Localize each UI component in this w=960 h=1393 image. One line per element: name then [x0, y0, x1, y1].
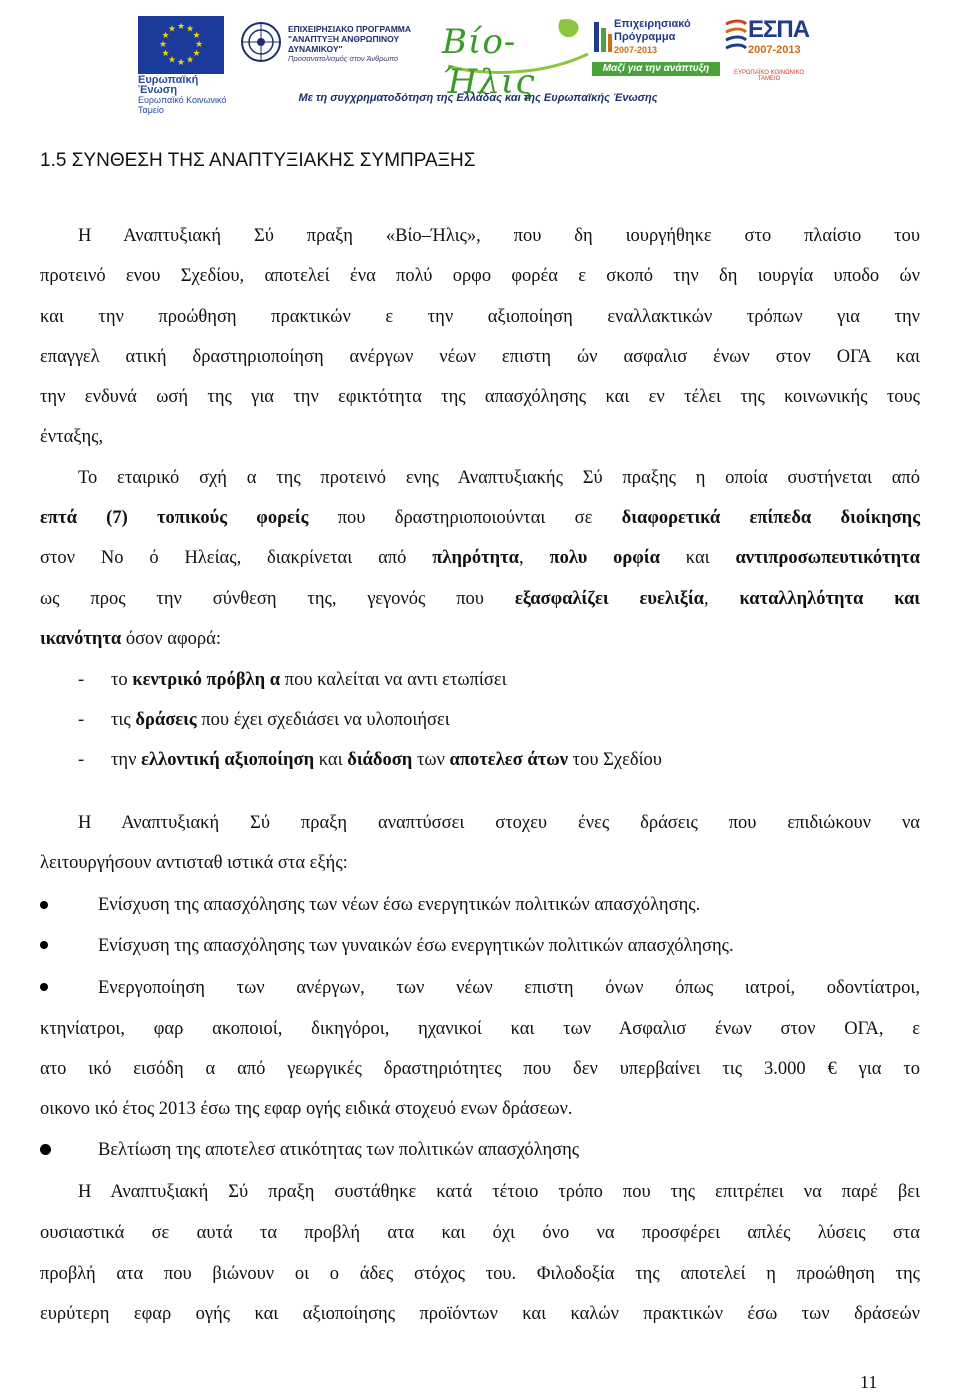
espa-wordmark: ΕΣΠΑ [748, 16, 810, 43]
svg-text:★: ★ [192, 31, 201, 41]
paragraph-4-line-4: ευρύτερη εφαρ ογής και αξιοποίησης προϊόντων και καλών πρακτικών έσω των δράσεών [40, 1304, 920, 1324]
paragraph-1-line-5: την ενδυνά ωσή της για την εφικτότητα της απασχόλησης και εν τέλει της κοινωνικής τους [40, 387, 920, 407]
dash-marker: - [78, 710, 85, 730]
bold-phrase: ικανότητα [40, 629, 122, 649]
paragraph-1-line-1: Η Αναπτυξιακή Σύ πραξη «Βίο–Ήλις», που δη ιουργήθηκε στο πλαίσιο του [78, 226, 920, 246]
program-emblem-icon [240, 20, 282, 66]
bold-phrase: πολυ ορφία [549, 548, 660, 568]
text-run: , [518, 548, 550, 568]
text-run: ως προς την σύνθεση της, γεγονός που [40, 589, 515, 609]
eu-caption-sub: Ευρωπαϊκό Κοινωνικό Ταμείο [138, 95, 227, 115]
text-run: και [314, 750, 348, 770]
paragraph-2-line-2 [40, 506, 920, 530]
svg-text:★: ★ [176, 58, 186, 68]
eu-caption-main: Ευρωπαϊκή Ένωση [138, 74, 199, 96]
svg-text:★: ★ [167, 55, 177, 66]
bullet-icon [40, 1144, 51, 1155]
paragraph-1-line-3: και την προώθηση πρακτικών ε την αξιοποίηση εναλλακτικών τρόπων για την [40, 307, 920, 327]
text-run: το [111, 670, 133, 690]
text-run: των [412, 750, 450, 770]
svg-text:★: ★ [167, 24, 177, 35]
dash-item-1 [78, 668, 920, 692]
program2-years: 2007-2013 [614, 45, 658, 55]
svg-text:★: ★ [185, 24, 195, 35]
program-line-3: Προσανατολισμός στον Άνθρωπο [288, 54, 399, 63]
paragraph-4-line-3: προβλή ατα που βιώνουν οι ο άδες στόχος του. Φιλοδοξία της αποτελεί η προώθηση της [40, 1264, 920, 1284]
bold-phrase: κεντρικό πρόβλη α [132, 670, 281, 690]
svg-text:★: ★ [176, 22, 186, 32]
program-line-1: ΕΠΙΧΕΙΡΗΣΙΑΚΟ ΠΡΟΓΡΑΜΜΑ [288, 24, 412, 34]
text-run: του Σχεδίου [568, 750, 662, 770]
text-run: τις [111, 710, 136, 730]
header-logos [0, 0, 960, 115]
bullet-item-3-line-2: κτηνίατροι, φαρ ακοποιοί, δικηγόροι, ηχανικοί και των Ασφαλισ ένων στον ΟΓΑ, ε [40, 1019, 920, 1039]
bold-phrase: διαφορετικά επίπεδα διοίκησης [621, 508, 920, 528]
text-run: την [111, 750, 142, 770]
operational-program-logo [240, 20, 440, 70]
bullet-item-2: Ενίσχυση της απασχόλησης των γυναικών έσω ενεργητικών πολιτικών απασχόλησης. [98, 936, 734, 956]
program2-line-2: Πρόγραμμα [614, 31, 676, 43]
paragraph-2-line-4 [40, 587, 920, 611]
paragraph-3-line-1: Η Αναπτυξιακή Σύ πραξη αναπτύσσει στοχευ ένες δράσεις που επιδιώκουν να [78, 813, 920, 833]
svg-text:★: ★ [161, 49, 170, 59]
svg-text:★: ★ [161, 31, 170, 41]
bullet-item-3-line-4: οικονο ικό έτος 2013 έσω της εφαρ ογής ειδικά στοχευό ενων δράσεων. [40, 1099, 573, 1119]
eu-flag-icon [138, 16, 224, 74]
eu-caption [138, 75, 238, 115]
text-run: και [659, 548, 736, 568]
bold-phrase: ελλοντική αξιοποίηση [141, 750, 315, 770]
espa-caption: ΕΥΡΩΠΑΪΚΟ ΚΟΙΝΩΝΙΚΟ ΤΑΜΕΙΟ [733, 70, 805, 82]
program-line-2: "ΑΝΑΠΤΥΞΗ ΑΝΘΡΩΠΙΝΟΥ ΔΥΝΑΜΙΚΟΥ" [288, 34, 400, 54]
paragraph-2-line-3 [40, 546, 920, 570]
bullet-item-4: Βελτίωση της αποτελεσ ατικότητας των πολιτικών απασχόλησης [98, 1140, 580, 1160]
bullet-item-3-line-3: ατο ικό εισόδη α από γεωργικές δραστηριότητες που δεν υπερβαίνει τις 3.000 € για το [40, 1059, 920, 1079]
paragraph-1-line-2: προτεινό ενου Σχεδίου, αποτελεί ένα πολύ ορφο φορέα ε σκοπό την δη ιουργία υποδο ών [40, 266, 920, 286]
bullet-icon [40, 941, 48, 949]
bio-ilis-logo [442, 14, 592, 102]
paragraph-4-line-2: ουσιαστικά σε αυτά τα προβλή ατα και όχι όνο να προσφέρει απλές λύσεις στα [40, 1223, 920, 1243]
svg-text:★: ★ [185, 55, 195, 66]
text-run: , [704, 589, 740, 609]
espa-logo [724, 14, 810, 84]
paragraph-1-line-6: ένταξης, [40, 427, 104, 447]
svg-text:★: ★ [194, 40, 204, 50]
page-number: 11 [860, 1372, 878, 1392]
bold-phrase: αποτελεσ άτων [449, 750, 569, 770]
bold-phrase: καταλληλότητα και [739, 589, 921, 609]
text-run: που καλείται να αντι ετωπίσει [280, 670, 507, 690]
dash-marker: - [78, 750, 85, 770]
bullet-item-3-line-1: Ενεργοποίηση των ανέργων, των νέων επιστη όνων όπως ιατροί, οδοντίατροι, [98, 978, 920, 998]
svg-text:★: ★ [158, 40, 168, 50]
bold-phrase: επτά (7) τοπικούς φορείς [40, 508, 309, 528]
text-run: όσον αφορά: [121, 629, 221, 649]
bio-ilis-wordmark: Βίο-Ήλις [442, 22, 536, 102]
espa-stripes-icon [724, 18, 748, 58]
program2-line-1: Επιχειρησιακό [614, 18, 691, 30]
bullet-icon [40, 901, 48, 909]
epixeirisiako-logo [592, 18, 722, 78]
bold-phrase: αντιπροσωπευτικότητα [735, 548, 920, 568]
program2-banner: Μαζί για την ανάπτυξη [592, 62, 720, 76]
svg-text:★: ★ [192, 49, 201, 59]
paragraph-3-line-2: λειτουργήσουν αντισταθ ιστικά στα εξής: [40, 853, 348, 873]
dash-item-2 [78, 708, 920, 732]
espa-years: 2007-2013 [748, 44, 801, 56]
section-title: 1.5 ΣΥΝΘΕΣΗ ΤΗΣ ΑΝΑΠΤΥΞΙΑΚΗΣ ΣΥΜΠΡΑΞΗΣ [40, 150, 476, 171]
bullet-item-1: Ενίσχυση της απασχόλησης των νέων έσω ενεργητικών πολιτικών απασχόλησης. [98, 895, 701, 915]
cofunding-caption: Με τη συγχρηματοδότηση της Ελλάδας και της Ευρωπαϊκής Ένωσης [298, 92, 658, 104]
program-arrow-icon [592, 18, 614, 58]
paragraph-2-line-1: Το εταιρικό σχή α της προτεινό ενης Αναπτυξιακής Σύ πραξης η οποία συστήνεται από [78, 468, 920, 488]
bold-phrase: δράσεις [135, 710, 197, 730]
paragraph-1-line-4: επαγγελ ατική δραστηριοποίηση ανέργων νέων επιστη ών ασφαλισ ένων στον ΟΓΑ και [40, 347, 920, 367]
bold-phrase: διάδοση [347, 750, 413, 770]
paragraph-4-line-1: Η Αναπτυξιακή Σύ πραξη συστάθηκε κατά τέτοιο τρόπο που της επιτρέπει να παρέ βει [78, 1182, 920, 1202]
paragraph-2-line-5 [40, 627, 920, 651]
bold-phrase: εξασφαλίζει ευελιξία [514, 589, 704, 609]
text-run: που έχει σχεδιάσει να υλοποιήσει [196, 710, 450, 730]
bullet-icon [40, 983, 48, 991]
text-run: στον Νο ό Ηλείας, διακρίνεται από [40, 548, 433, 568]
dash-marker: - [78, 670, 85, 690]
dash-item-3 [78, 748, 920, 772]
text-run: που δραστηριοποιούνται σε [308, 508, 622, 528]
bold-phrase: πληρότητα [432, 548, 519, 568]
